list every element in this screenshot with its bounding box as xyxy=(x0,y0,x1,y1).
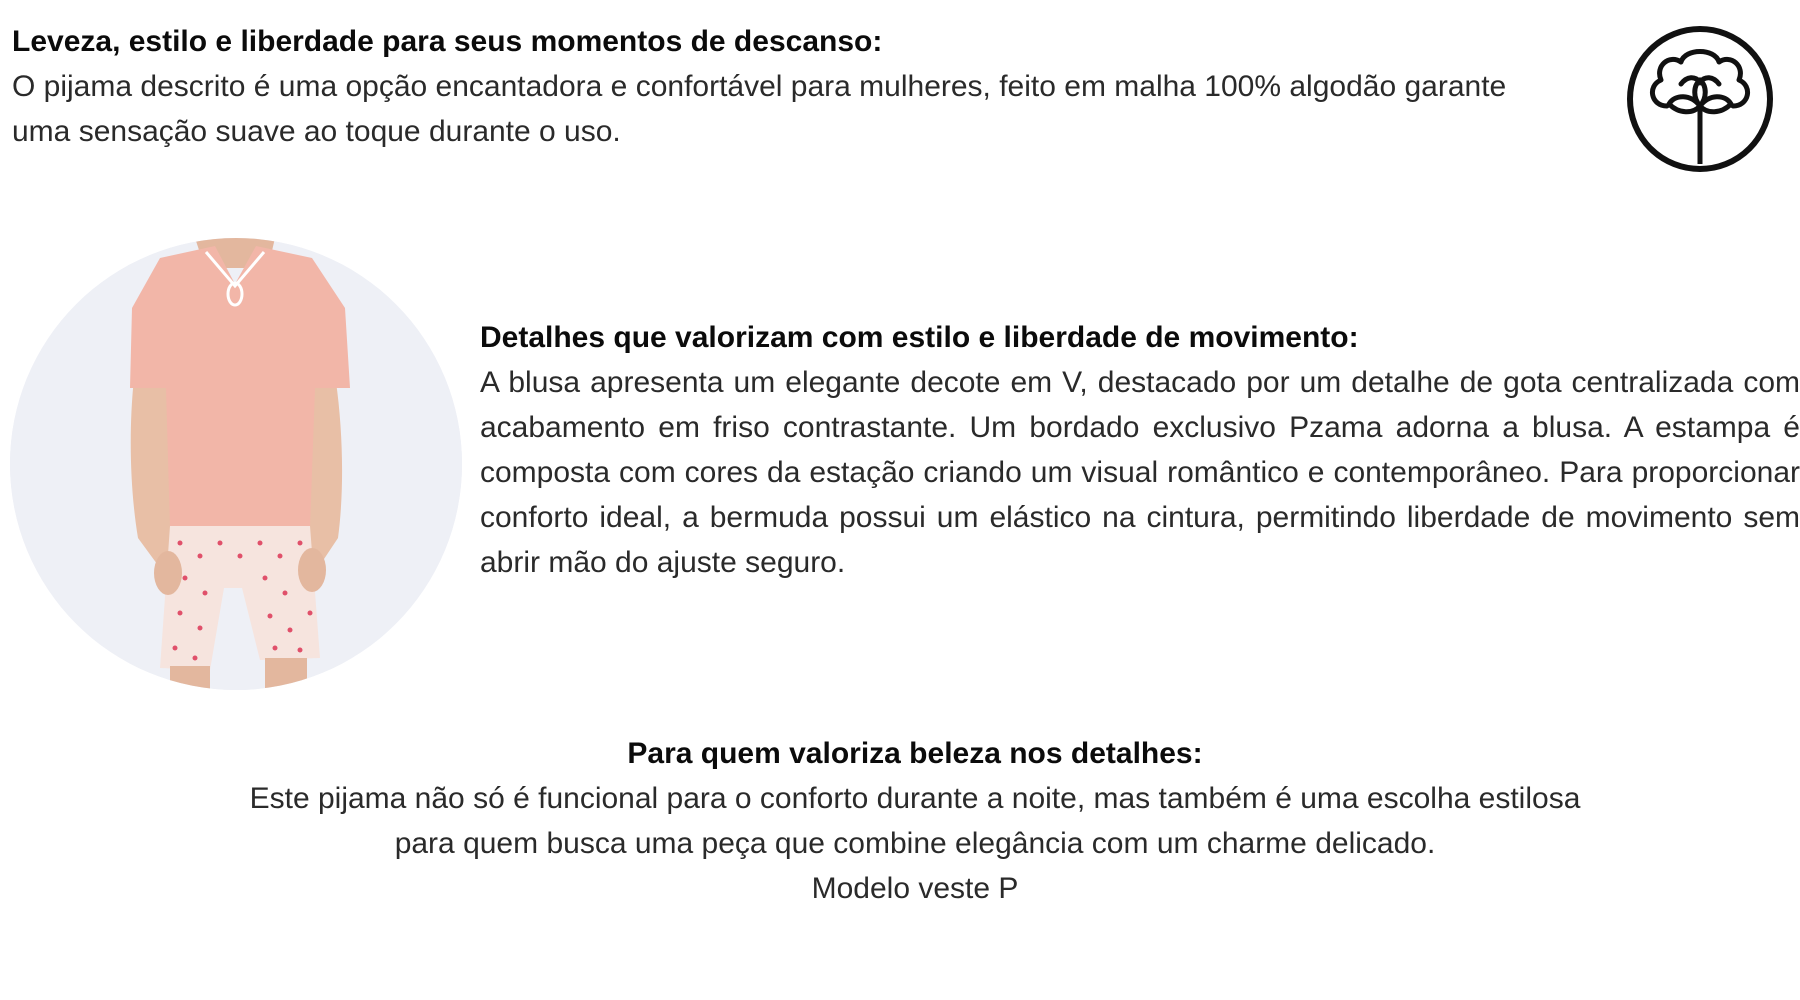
details-text: A blusa apresenta um elegante decote em V, destacado por um detalhe de gota centralizada com acabamento em friso contrastante. Um bordado exclusivo Pzama adorna a blusa. A estampa é composta com cores da estação criando um visual romântico e contemporâneo. Para proporcionar conforto ideal, a bermuda possui um elástico na cintura, permitindo liberdade de movimento sem abrir mão do ajuste seguro. xyxy=(480,366,1800,579)
intro-heading: Leveza, estilo e liberdade para seus momentos de descanso: xyxy=(12,25,883,58)
model-photo xyxy=(10,238,462,690)
closing-section xyxy=(230,732,1600,911)
closing-text: Este pijama não só é funcional para o conforto durante a noite, mas também é uma escolha estilosa para quem busca uma peça que combine elegância com um charme delicado. xyxy=(249,782,1581,860)
intro-section xyxy=(12,20,1572,154)
details-section xyxy=(480,316,1800,585)
size-note: Modelo veste P xyxy=(811,872,1019,905)
closing-heading: Para quem valoriza beleza nos detalhes: xyxy=(627,737,1203,770)
cotton-icon xyxy=(1625,24,1775,174)
intro-text: O pijama descrito é uma opção encantadora e confortável para mulheres, feito em malha 100% algodão garante uma sensação suave ao toque durante o uso. xyxy=(12,70,1507,148)
details-heading: Detalhes que valorizam com estilo e liberdade de movimento: xyxy=(480,321,1359,354)
